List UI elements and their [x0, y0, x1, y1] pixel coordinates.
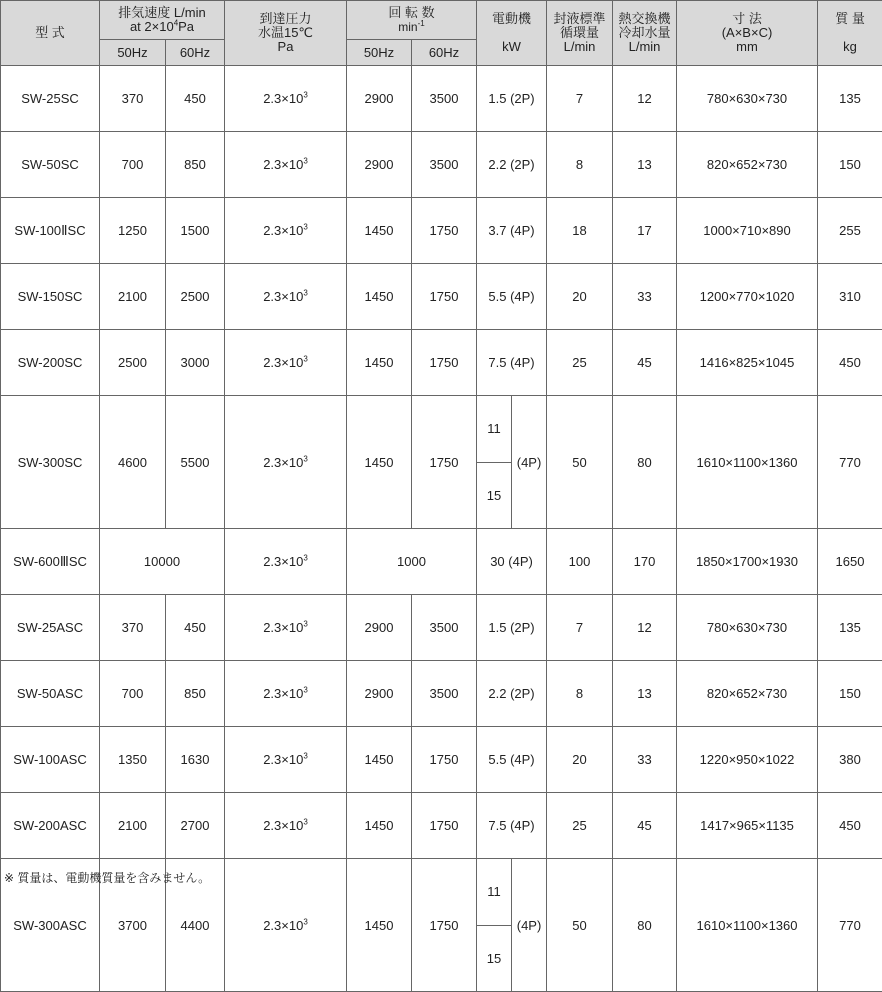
rotation-50hz-cell: 2900 [347, 595, 412, 661]
rotation-50hz-cell: 2900 [347, 66, 412, 132]
pumping-speed-60hz-cell: 3000 [166, 330, 225, 396]
rotation-50hz-cell: 1450 [347, 859, 412, 992]
header-pumping-speed-label: 排気速度 L/min [100, 6, 224, 20]
mass-cell: 150 [818, 661, 882, 727]
table-row [1, 198, 882, 264]
mass-cell: 135 [818, 595, 882, 661]
motor-50hz-kw: 11 [477, 396, 512, 462]
mass-cell: 450 [818, 330, 882, 396]
cooling-water-cell: 45 [613, 793, 677, 859]
cooling-water-cell: 17 [613, 198, 677, 264]
pumping-speed-50hz-cell: 370 [100, 66, 166, 132]
seal-liquid-cell: 8 [547, 132, 613, 198]
model-cell: SW-25SC [1, 66, 100, 132]
header-mass: 質 量 kg [818, 1, 882, 66]
model-cell: SW-200ASC [1, 793, 100, 859]
model-cell: SW-150SC [1, 264, 100, 330]
seal-liquid-cell: 50 [547, 859, 613, 992]
mass-cell: 150 [818, 132, 882, 198]
cooling-water-cell: 80 [613, 396, 677, 529]
seal-liquid-cell: 25 [547, 793, 613, 859]
motor-60hz-kw: 15 [477, 462, 512, 528]
dimensions-cell: 1000×710×890 [677, 198, 818, 264]
pumping-speed-50hz-cell: 370 [100, 595, 166, 661]
ultimate-pressure-cell: $2.3\times 10^3$ [225, 529, 347, 595]
seal-liquid-cell: 25 [547, 330, 613, 396]
pumping-speed-50hz-cell: 2100 [100, 264, 166, 330]
header-heat-exchanger: 熱交換機 冷却水量 L/min [613, 1, 677, 66]
dimensions-cell: 1610×1100×1360 [677, 396, 818, 529]
table-row [1, 66, 882, 132]
model-cell: SW-200SC [1, 330, 100, 396]
rotation-60hz-cell: 3500 [412, 595, 477, 661]
rotation-50hz-cell: 1450 [347, 264, 412, 330]
pumping-speed-60hz-cell: 850 [166, 661, 225, 727]
motor-cell: 2.2 (2P) [477, 132, 547, 198]
seal-liquid-cell: 50 [547, 396, 613, 529]
motor-cell: 1.5 (2P) [477, 595, 547, 661]
header-pumping-speed [100, 1, 225, 40]
pumping-speed-60hz-cell: 1630 [166, 727, 225, 793]
ultimate-pressure-cell: $2.3\times 10^3$ [225, 396, 347, 529]
pumping-speed-50hz-cell: 4600 [100, 396, 166, 529]
cooling-water-cell: 12 [613, 595, 677, 661]
rotation-50hz-cell: 1450 [347, 793, 412, 859]
cooling-water-cell: 13 [613, 132, 677, 198]
motor-cell: 1.5 (2P) [477, 66, 547, 132]
header-pumping-speed-condition: at $2\times 10^4Pa$ [100, 20, 224, 34]
pumping-speed-50hz-cell: 700 [100, 132, 166, 198]
table-row [1, 595, 882, 661]
rotation-60hz-cell: 3500 [412, 661, 477, 727]
rotation-60hz-cell: 1750 [412, 859, 477, 992]
motor-cell: 30 (4P) [477, 529, 547, 595]
model-cell: SW-25ASC [1, 595, 100, 661]
mass-cell: 135 [818, 66, 882, 132]
pumping-speed-60hz-cell: 850 [166, 132, 225, 198]
header-speed-60hz: 60Hz [166, 40, 225, 66]
pumping-speed-60hz-cell: 1500 [166, 198, 225, 264]
rotation-50hz-cell: 1450 [347, 727, 412, 793]
mass-cell: 310 [818, 264, 882, 330]
model-cell: SW-300ASC [1, 859, 100, 992]
dimensions-cell: 780×630×730 [677, 66, 818, 132]
dimensions-cell: 1416×825×1045 [677, 330, 818, 396]
rotation-50hz-cell: 2900 [347, 661, 412, 727]
header-model: 型 式 [1, 1, 100, 66]
pumping-speed-60hz-cell: 2500 [166, 264, 225, 330]
model-cell: SW-100ASC [1, 727, 100, 793]
table-row [1, 396, 882, 529]
motor-cell: 5.5 (4P) [477, 264, 547, 330]
pumping-speed-50hz-cell: 1350 [100, 727, 166, 793]
ultimate-pressure-cell: $2.3\times 10^3$ [225, 66, 347, 132]
dimensions-cell: 1220×950×1022 [677, 727, 818, 793]
ultimate-pressure-cell: $2.3\times 10^3$ [225, 859, 347, 992]
motor-cell [477, 396, 547, 529]
pumping-speed-60hz-cell: 2700 [166, 793, 225, 859]
motor-cell: 5.5 (4P) [477, 727, 547, 793]
rotation-60hz-cell: 1750 [412, 330, 477, 396]
rotation-50hz-cell: 1450 [347, 198, 412, 264]
cooling-water-cell: 33 [613, 727, 677, 793]
rotation-60hz-cell: 1750 [412, 793, 477, 859]
ultimate-pressure-cell: $2.3\times 10^3$ [225, 132, 347, 198]
header-ultimate-pressure: 到達圧力 水温15℃ Pa [225, 1, 347, 66]
model-cell: SW-300SC [1, 396, 100, 529]
ultimate-pressure-cell: $2.3\times 10^3$ [225, 198, 347, 264]
pumping-speed-50hz-cell: 1250 [100, 198, 166, 264]
seal-liquid-cell: 20 [547, 727, 613, 793]
cooling-water-cell: 33 [613, 264, 677, 330]
motor-cell: 7.5 (4P) [477, 793, 547, 859]
rotation-60hz-cell: 1750 [412, 396, 477, 529]
ultimate-pressure-cell: $2.3\times 10^3$ [225, 330, 347, 396]
model-cell: SW-100ⅡSC [1, 198, 100, 264]
model-cell: SW-50ASC [1, 661, 100, 727]
ultimate-pressure-cell: $2.3\times 10^3$ [225, 793, 347, 859]
rotation-60hz-cell: 1750 [412, 727, 477, 793]
ultimate-pressure-cell: $2.3\times 10^3$ [225, 595, 347, 661]
pumping-speed-60hz-cell: 450 [166, 595, 225, 661]
footnote: ※ 質量は、電動機質量を含みません。 [4, 869, 210, 886]
motor-cell: 3.7 (4P) [477, 198, 547, 264]
header-rotation: 回 転 数 $\min^{-1}$ [347, 1, 477, 40]
ultimate-pressure-cell: $2.3\times 10^3$ [225, 727, 347, 793]
header-speed-50hz: 50Hz [100, 40, 166, 66]
motor-50hz-kw: 11 [477, 859, 512, 925]
table-row [1, 661, 882, 727]
mass-cell: 1650 [818, 529, 882, 595]
header-motor: 電動機 kW [477, 1, 547, 66]
motor-cell: 2.2 (2P) [477, 661, 547, 727]
mass-cell: 770 [818, 859, 882, 992]
seal-liquid-cell: 20 [547, 264, 613, 330]
seal-liquid-cell: 8 [547, 661, 613, 727]
pumping-speed-60hz-cell: 450 [166, 66, 225, 132]
cooling-water-cell: 80 [613, 859, 677, 992]
motor-cell [477, 859, 547, 992]
motor-poles: (4P) [512, 859, 547, 991]
motor-poles: (4P) [512, 396, 547, 528]
cooling-water-cell: 45 [613, 330, 677, 396]
seal-liquid-cell: 100 [547, 529, 613, 595]
pumping-speed-60hz-cell: 4400 [166, 859, 225, 992]
header-rpm-60hz: 60Hz [412, 40, 477, 66]
dimensions-cell: 820×652×730 [677, 661, 818, 727]
ultimate-pressure-cell: $2.3\times 10^3$ [225, 661, 347, 727]
model-cell: SW-50SC [1, 132, 100, 198]
table-row [1, 727, 882, 793]
table-row [1, 330, 882, 396]
rotation-50hz-cell: 1450 [347, 330, 412, 396]
rotation-60hz-cell: 1750 [412, 198, 477, 264]
mass-cell: 380 [818, 727, 882, 793]
rotation-50hz-cell: 1450 [347, 396, 412, 529]
pumping-speed-50hz-cell: 2100 [100, 793, 166, 859]
pumping-speed-60hz-cell: 5500 [166, 396, 225, 529]
model-cell: SW-600ⅢSC [1, 529, 100, 595]
rotation-60hz-cell: 3500 [412, 66, 477, 132]
rotation-50hz-cell: 2900 [347, 132, 412, 198]
pumping-speed-50hz-cell: 3700 [100, 859, 166, 992]
table-row [1, 132, 882, 198]
spec-table-body [1, 66, 882, 992]
mass-cell: 770 [818, 396, 882, 529]
pumping-speed-cell: 10000 [100, 529, 225, 595]
cooling-water-cell: 170 [613, 529, 677, 595]
mass-cell: 255 [818, 198, 882, 264]
dimensions-cell: 1417×965×1135 [677, 793, 818, 859]
dimensions-cell: 820×652×730 [677, 132, 818, 198]
dimensions-cell: 1200×770×1020 [677, 264, 818, 330]
seal-liquid-cell: 7 [547, 595, 613, 661]
pumping-speed-50hz-cell: 2500 [100, 330, 166, 396]
header-dimensions: 寸 法 (A×B×C) mm [677, 1, 818, 66]
table-row [1, 793, 882, 859]
seal-liquid-cell: 7 [547, 66, 613, 132]
cooling-water-cell: 13 [613, 661, 677, 727]
ultimate-pressure-cell: $2.3\times 10^3$ [225, 264, 347, 330]
rotation-60hz-cell: 3500 [412, 132, 477, 198]
motor-60hz-kw: 15 [477, 925, 512, 991]
mass-cell: 450 [818, 793, 882, 859]
header-rpm-50hz: 50Hz [347, 40, 412, 66]
rotation-cell: 1000 [347, 529, 477, 595]
header-seal-liquid: 封液標準 循環量 L/min [547, 1, 613, 66]
dimensions-cell: 780×630×730 [677, 595, 818, 661]
pumping-speed-50hz-cell: 700 [100, 661, 166, 727]
table-row [1, 529, 882, 595]
motor-cell: 7.5 (4P) [477, 330, 547, 396]
seal-liquid-cell: 18 [547, 198, 613, 264]
dimensions-cell: 1850×1700×1930 [677, 529, 818, 595]
dimensions-cell: 1610×1100×1360 [677, 859, 818, 992]
table-row [1, 264, 882, 330]
rotation-60hz-cell: 1750 [412, 264, 477, 330]
cooling-water-cell: 12 [613, 66, 677, 132]
